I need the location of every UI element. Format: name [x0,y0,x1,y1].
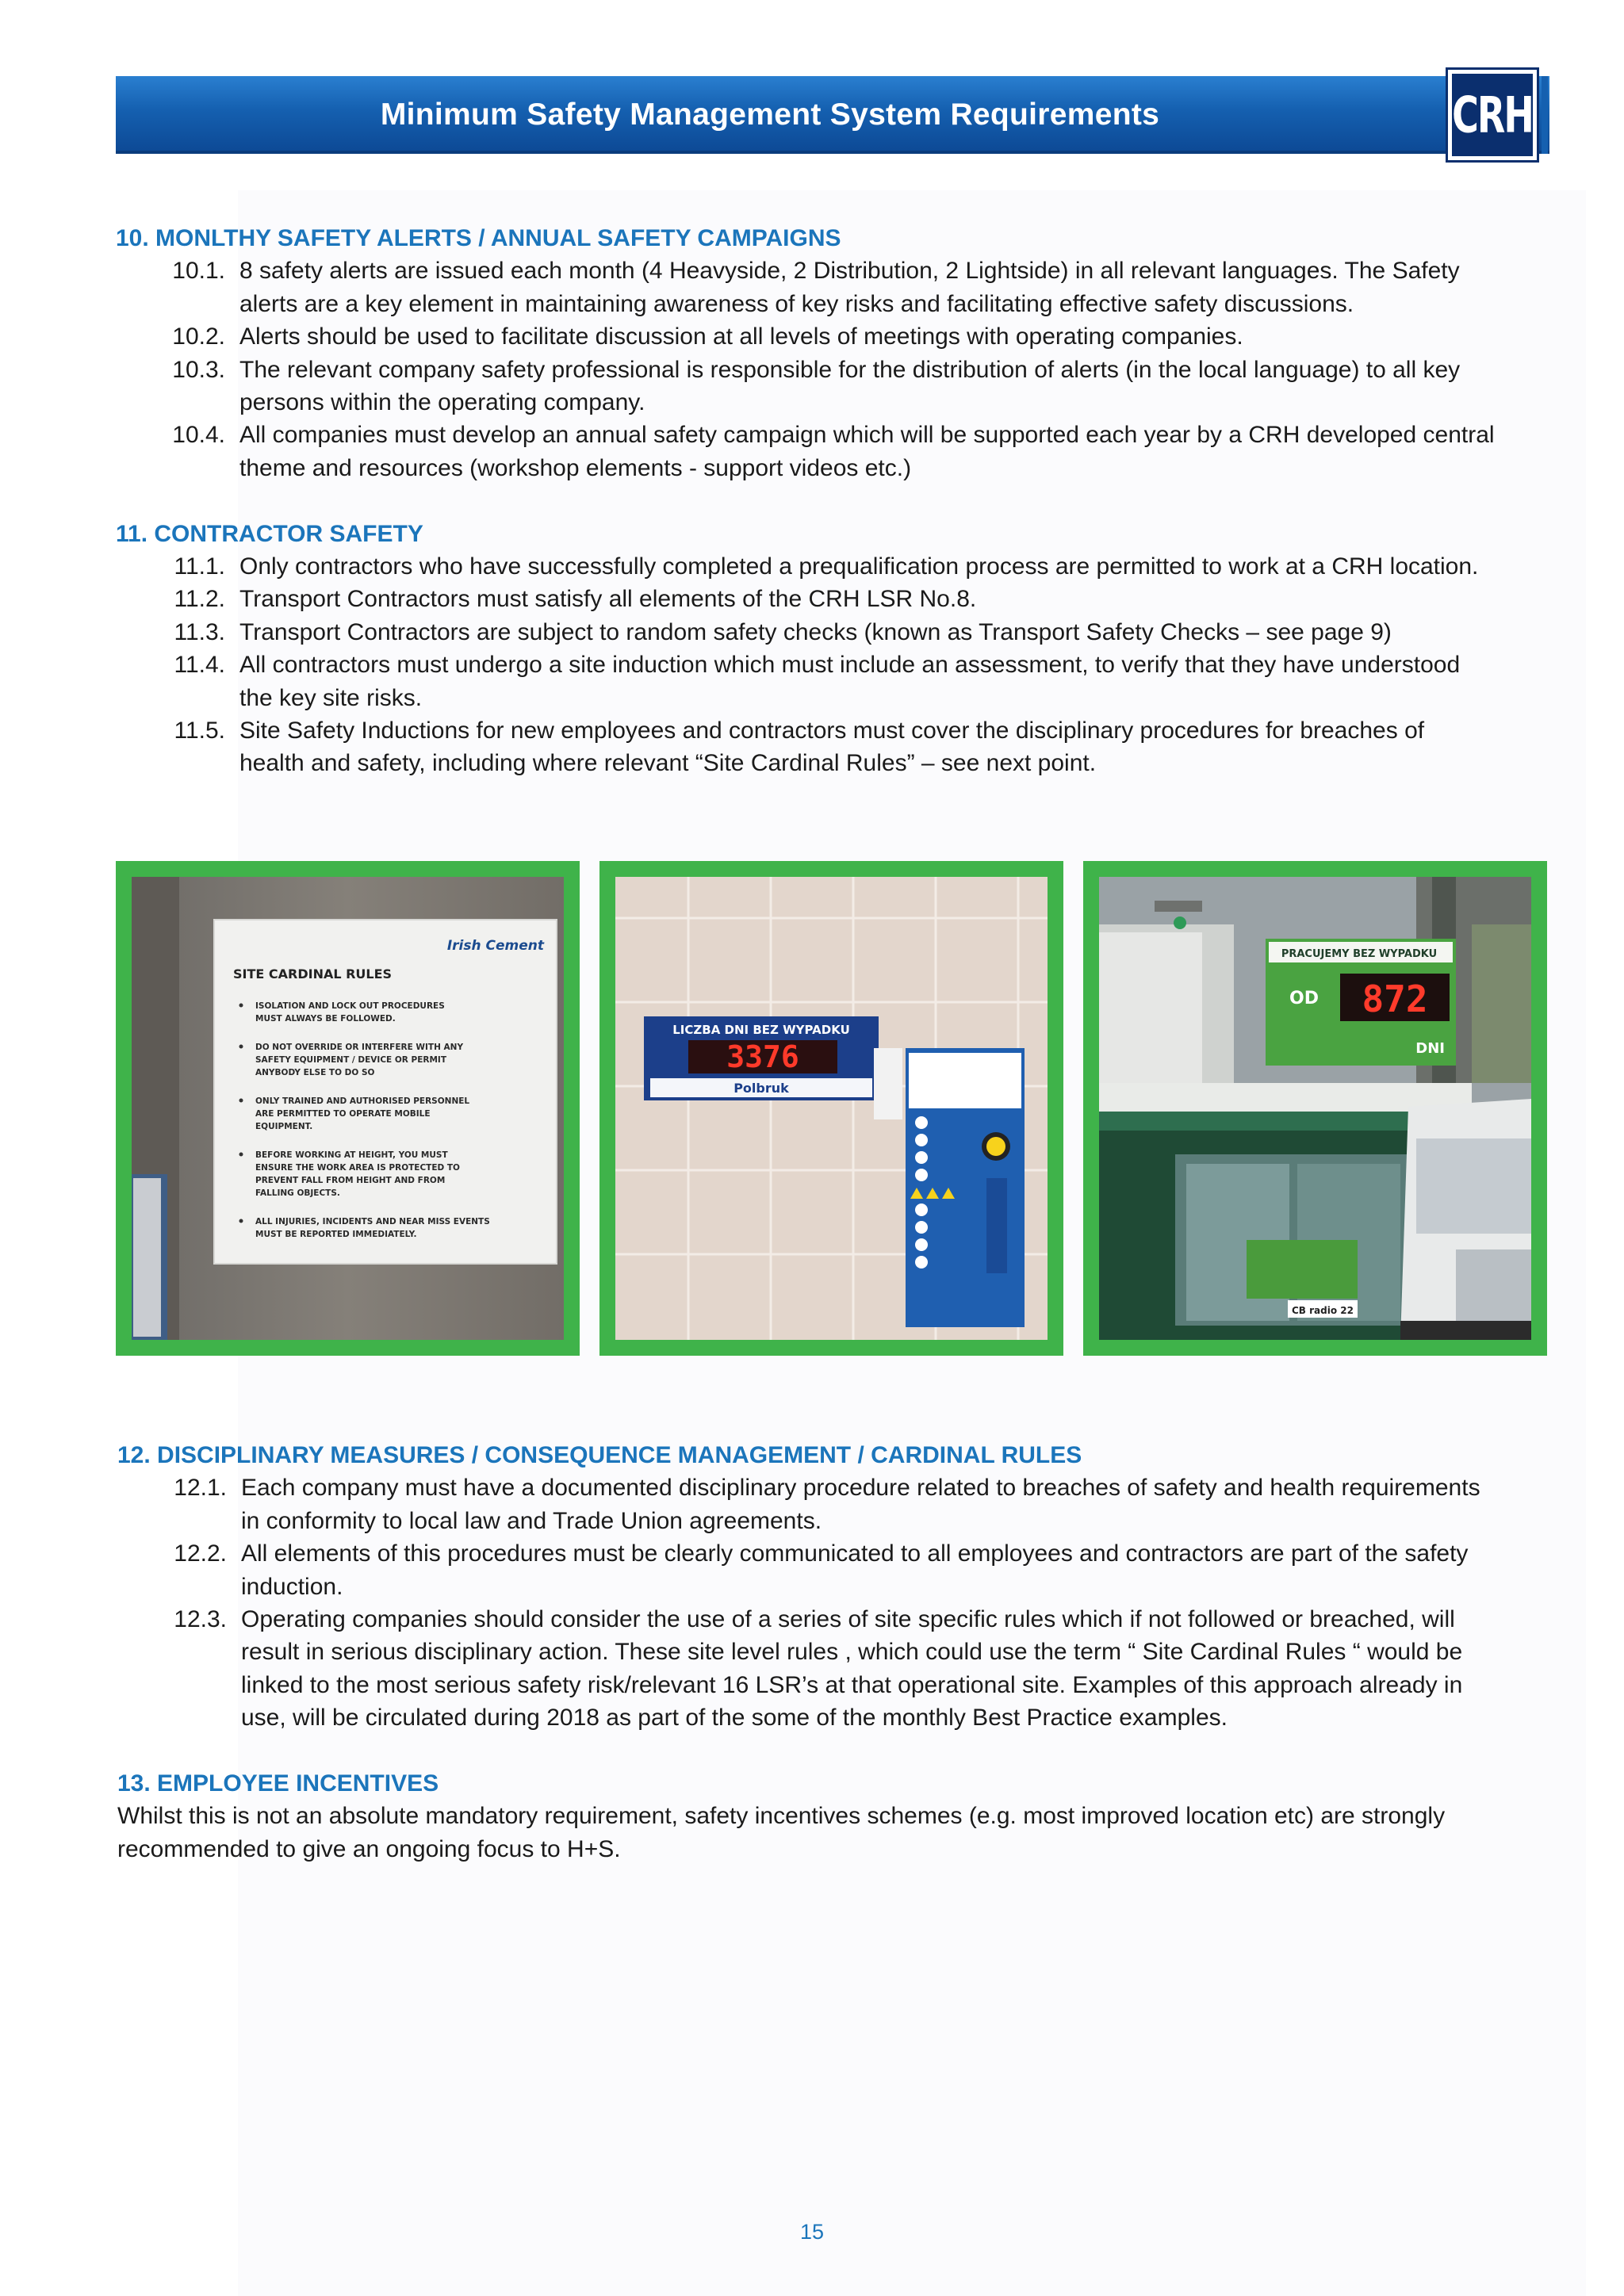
counter1-brand: Polbruk [733,1081,789,1096]
item-number: 10.3. [172,356,225,383]
list-item [116,419,1559,484]
content-bottom [117,1439,1561,1866]
cb-radio-sign: CB radio 22 [1292,1305,1354,1316]
sign-rule-line: SAFETY EQUIPMENT / DEVICE OR PERMIT [255,1055,446,1065]
photo-inner [615,877,1048,1340]
text-line: persons within the operating company. [239,389,645,416]
sign-rule-line: EQUIPMENT. [255,1122,313,1131]
text-line: the key site risks. [239,684,423,711]
item-number: 10.4. [172,422,225,449]
sign-rule-line: MUST BE REPORTED IMMEDIATELY. [255,1230,417,1239]
item-number: 11.3. [174,618,225,645]
list-item [116,649,1559,714]
sign-rule-line: FALLING OBJECTS. [255,1188,340,1198]
item-text [239,550,1559,583]
item-number: 12.1. [174,1475,227,1502]
incentives-paragraph [117,1800,1537,1866]
header-strip [1542,76,1548,154]
item-number: 10.1. [172,258,225,285]
sign-bullet-dot [239,1219,243,1223]
list-item [116,616,1559,649]
text-line: The relevant company safety professional is responsible for the distribution of alerts (in the local language) to all key [239,356,1461,383]
item-text [241,1537,1561,1603]
section-heading-10: 10. MONLTHY SAFETY ALERTS / ANNUAL SAFETY CAMPAIGNS [116,225,841,251]
item-text [239,583,1559,615]
item-text [239,616,1559,649]
text-line: use, will be circulated during 2018 as part of the some of the monthly Best Practice examples. [241,1705,1228,1732]
sign-bullet-dot [239,1004,243,1008]
item-text [239,649,1559,714]
counter2-value: 872 [1362,978,1428,1020]
photo-site-cardinal-rules [116,861,580,1356]
sign-photo-svg [132,877,564,1340]
content-top [116,222,1559,780]
section-heading-13: 13. EMPLOYEE INCENTIVES [117,1770,439,1797]
sign-rule-line: ENSURE THE WORK AREA IS PROTECTED TO [255,1163,460,1173]
text-line: Alerts should be used to facilitate discussion at all levels of meetings with operating companies. [239,323,1243,350]
text-line: Each company must have a documented disciplinary procedure related to breaches of safety and health requirements [241,1475,1480,1502]
counter1-photo-svg [615,877,1048,1340]
spacer [117,1735,1561,1767]
item-number: 12.2. [174,1540,227,1567]
section-heading-11: 11. CONTRACTOR SAFETY [116,520,423,547]
sign-rule-line: DO NOT OVERRIDE OR INTERFERE WITH ANY [255,1043,464,1052]
list-item [117,1471,1561,1537]
text-line: All elements of this procedures must be clearly communicated to all employees and contractors are part of the safety [241,1540,1469,1567]
list-item [116,254,1559,320]
text-line: 8 safety alerts are issued each month (4 Heavyside, 2 Distribution, 2 Lightside) in all relevant languages. The Safety [239,258,1460,285]
section-12-items [117,1471,1561,1734]
text-line: induction. [241,1573,343,1600]
item-text [241,1603,1561,1735]
section-10-items [116,254,1559,484]
text-line: Whilst this is not an absolute mandatory requirement, safety incentives schemes (e.g. most improved location etc) are strongly [117,1803,1446,1830]
crh-logo-text: CRH [1452,86,1533,144]
text-line: Transport Contractors must satisfy all elements of the CRH LSR No.8. [239,586,977,613]
text-line: in conformity to local law and Trade Union agreements. [241,1507,822,1534]
counter2-suffix: DNI [1415,1040,1445,1057]
item-text [239,254,1559,320]
text-line: Transport Contractors are subject to random safety checks (known as Transport Safety Checks – see page 9) [239,618,1392,645]
sign-rule-line: ISOLATION AND LOCK OUT PROCEDURES [255,1001,445,1011]
text-line: health and safety, including where relevant “Site Cardinal Rules” – see next point. [239,750,1097,777]
item-number: 12.3. [174,1606,227,1633]
item-text [241,1471,1561,1537]
header-banner [116,76,1549,154]
counter2-photo-svg [1099,877,1531,1340]
list-item [116,320,1559,353]
item-number: 11.4. [174,652,225,679]
sign-rule-line: ANYBODY ELSE TO DO SO [255,1068,375,1077]
sign-brand: Irish Cement [446,938,544,954]
item-number: 11.1. [174,553,225,580]
text-line: Operating companies should consider the use of a series of site specific rules which if not followed or breached, will [241,1606,1455,1633]
page-title: Minimum Safety Management System Requirements [380,98,1160,132]
sign-bullet-dot [239,1099,243,1103]
list-item [116,354,1559,419]
counter2-label: PRACUJEMY BEZ WYPADKU [1281,948,1438,960]
sign-rule-line: PREVENT FALL FROM HEIGHT AND FROM [255,1176,446,1185]
text-line: recommended to give an ongoing focus to H+S. [117,1835,621,1862]
text-line: Only contractors who have successfully completed a prequalification process are permitted to work at a CRH location. [239,553,1479,580]
sign-rule-line: ALL INJURIES, INCIDENTS AND NEAR MISS EVENTS [255,1217,490,1226]
text-line: linked to the most serious safety risk/relevant 16 LSR’s at that operational site. Examples of this approach already in [241,1671,1463,1698]
item-text [239,354,1559,419]
sign-bullet-dot [239,1153,243,1157]
list-item [117,1537,1561,1603]
section-11-items [116,550,1559,780]
list-item [116,583,1559,615]
sign-rule-line: ARE PERMITTED TO OPERATE MOBILE [255,1109,431,1119]
text-line: alerts are a key element in maintaining awareness of key risks and facilitating effective safety discussions. [239,290,1354,317]
page-number: 15 [799,2220,825,2244]
list-item [116,714,1559,780]
section-heading-12: 12. DISCIPLINARY MEASURES / CONSEQUENCE MANAGEMENT / CARDINAL RULES [117,1442,1082,1468]
text-line: result in serious disciplinary action. These site level rules , which could use the term “ Site Cardinal Rules “ would be [241,1639,1463,1666]
text-line: All contractors must undergo a site induction which must include an assessment, to verify that they have understood [239,652,1461,679]
item-text [239,714,1559,780]
list-item [116,550,1559,583]
item-text [239,419,1559,484]
crh-logo [1448,70,1537,160]
photo-days-display [1083,861,1547,1356]
sign-rule-line: ONLY TRAINED AND AUTHORISED PERSONNEL [255,1096,470,1106]
text-line: All companies must develop an annual safety campaign which will be supported each year by a CRH developed central [239,422,1495,449]
sign-title: SITE CARDINAL RULES [233,966,393,982]
list-item [117,1603,1561,1735]
text-line: Site Safety Inductions for new employees and contractors must cover the disciplinary procedures for breaches of [239,718,1425,744]
text-line: theme and resources (workshop elements - support videos etc.) [239,454,912,481]
item-number: 10.2. [172,323,225,350]
photo-inner [1099,877,1531,1340]
spacer [116,484,1559,517]
item-text [239,320,1559,353]
photo-inner [132,877,564,1340]
photo-polbruk-counter [599,861,1063,1356]
counter1-value: 3376 [726,1039,799,1074]
counter1-label: LICZBA DNI BEZ WYPADKU [672,1023,850,1037]
sign-rule-line: MUST ALWAYS BE FOLLOWED. [255,1014,396,1024]
sign-bullet-dot [239,1045,243,1049]
counter2-prefix: OD [1289,989,1319,1008]
sign-rule-line: BEFORE WORKING AT HEIGHT, YOU MUST [255,1150,448,1160]
item-number: 11.2. [174,586,225,613]
item-number: 11.5. [174,718,225,744]
